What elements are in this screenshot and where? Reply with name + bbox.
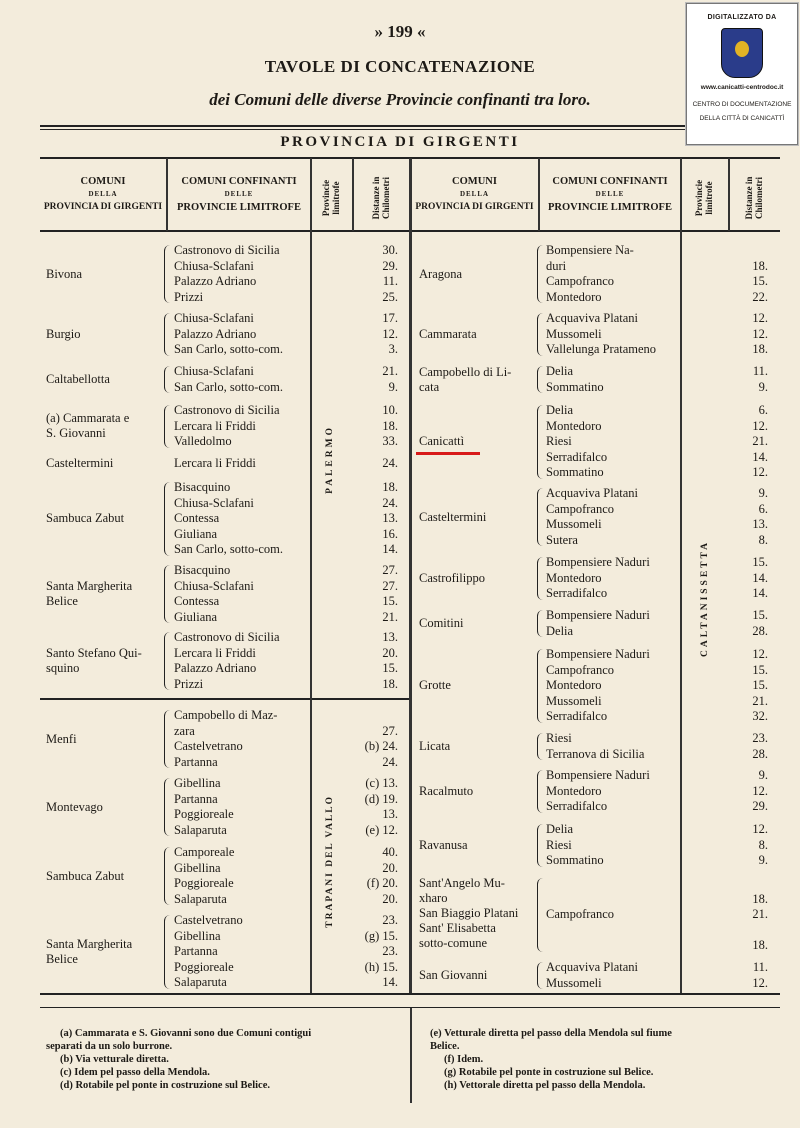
left-comune-name: Montevago xyxy=(46,799,103,814)
title-rule xyxy=(40,125,780,127)
right-neighbor-name: Terranova di Sicilia xyxy=(546,746,645,761)
left-comune-name: Caltabellotta xyxy=(46,372,110,386)
right-neighbor-name: Vallelunga Pratameno xyxy=(546,342,657,356)
right-distance-value: 29. xyxy=(752,799,768,813)
footnote-right-3: (f) Idem. xyxy=(444,1054,484,1065)
right-neighbor-name: Serradifalco xyxy=(546,709,608,723)
left-neighbor-name: Bisacquino xyxy=(174,480,231,494)
footnote-left-4: (c) Idem pel passo della Mendola. xyxy=(60,1067,210,1078)
right-neighbor-name: Bompensiere Naduri xyxy=(546,647,650,661)
right-neighbor-name: Sutera xyxy=(546,532,578,547)
right-neighbor-name: Riesi xyxy=(546,434,572,448)
right-neighbor-name: Serradifalco xyxy=(546,449,608,464)
left-distance-value: (g) 15. xyxy=(364,928,398,943)
right-comune-name: Licata xyxy=(419,739,451,753)
left-distance-value: 17. xyxy=(382,311,398,325)
right-neighbor-name: Bompensiere Naduri xyxy=(546,555,650,569)
right-neighbor-name: Campofranco xyxy=(546,662,615,677)
right-neighbor-name: Delia xyxy=(546,822,574,836)
header-provincie-right: Provincie limitrofe xyxy=(694,179,714,217)
right-distance-value: 8. xyxy=(758,837,768,852)
right-distance-value: 21. xyxy=(752,907,768,921)
left-comune-name: Santa Margherita xyxy=(46,579,133,593)
left-comune-name: Santa Margherita xyxy=(46,936,133,951)
right-neighbor-name: Delia xyxy=(546,364,574,378)
footnote-left-2: separati da un solo burrone. xyxy=(46,1041,173,1052)
right-distance-value: 12. xyxy=(752,326,768,341)
left-neighbor-name: Salaparuta xyxy=(174,975,227,989)
right-distance-value: 32. xyxy=(752,709,768,723)
right-distance-value: 21. xyxy=(752,693,768,708)
left-group-brace xyxy=(164,405,171,448)
right-neighbor-name: Mussomeli xyxy=(546,326,602,341)
right-comune-name: Castrofilippo xyxy=(419,570,485,585)
right-distance-value: 13. xyxy=(752,517,768,531)
col-sep xyxy=(728,158,730,231)
right-comune-name: San Giovanni xyxy=(419,968,488,982)
right-comune-name: cata xyxy=(419,379,440,394)
digitization-stamp xyxy=(686,3,798,145)
right-distance-value: 15. xyxy=(752,662,768,677)
left-comune-name: Sambuca Zabut xyxy=(46,511,125,526)
footnote-left-1: (a) Cammarata e S. Giovanni sono due Comuni contigui xyxy=(60,1028,312,1039)
left-distance-value: 25. xyxy=(382,289,398,304)
left-distance-value: (b) 24. xyxy=(364,739,398,753)
right-neighbor-name: Acquaviva Platani xyxy=(546,960,638,974)
left-group-brace xyxy=(164,915,171,989)
left-group-brace xyxy=(164,245,171,303)
left-comune-name: Menfi xyxy=(46,731,77,746)
left-neighbor-name: Giuliana xyxy=(174,526,218,541)
right-distance-value: 28. xyxy=(752,623,768,638)
left-distance-value: 20. xyxy=(382,860,398,875)
left-distance-value: 21. xyxy=(382,364,398,378)
right-distance-value: 15. xyxy=(752,274,768,288)
left-neighbor-name: San Carlo, sotto-com. xyxy=(174,379,284,394)
province-label-caltanissetta: CALTANISSETTA xyxy=(700,540,710,657)
right-group-brace xyxy=(537,405,544,479)
right-distance-value: 14. xyxy=(752,570,768,585)
left-neighbor-name: Giuliana xyxy=(174,609,218,624)
header-distanze-right: Distanze in Chilometri xyxy=(744,176,764,220)
right-neighbor-name: Sommatino xyxy=(546,853,604,867)
right-distance-value: 23. xyxy=(752,731,768,745)
left-comune-name: Bivona xyxy=(46,266,83,281)
left-neighbor-name: Salaparuta xyxy=(174,822,227,837)
right-neighbor-name: Campofranco xyxy=(546,274,615,288)
right-neighbor-name: Montedoro xyxy=(546,289,602,304)
right-distance-value: 12. xyxy=(752,822,768,836)
left-distance-value: 18. xyxy=(382,418,398,433)
province-heading: PROVINCIA DI GIRGENTI xyxy=(280,134,520,150)
col-sep xyxy=(680,158,682,993)
right-distance-value: 21. xyxy=(752,434,768,448)
left-distance-value: 24. xyxy=(382,456,398,470)
left-distance-value: 33. xyxy=(382,434,398,448)
right-distance-value: 9. xyxy=(758,486,768,500)
right-neighbor-name: Serradifalco xyxy=(546,799,608,813)
left-distance-value: 14. xyxy=(382,542,398,556)
left-comune-name: Belice xyxy=(46,951,78,966)
left-neighbor-name: Lercara li Friddi xyxy=(174,418,256,433)
left-group-brace xyxy=(164,313,171,356)
header-confinanti-right: COMUNI CONFINANTI DELLE PROVINCIE LIMITROFE xyxy=(548,176,672,213)
right-neighbor-name: Montedoro xyxy=(546,678,602,692)
left-group-brace xyxy=(164,482,171,556)
col-sep xyxy=(352,158,354,231)
right-comune-name: Sant'Angelo Mu- xyxy=(419,876,505,890)
left-neighbor-name: Castronovo di Sicilia xyxy=(174,243,280,257)
left-neighbor-name: Prizzi xyxy=(174,289,204,304)
right-neighbor-name: Bompensiere Na- xyxy=(546,243,634,257)
right-distance-value: 15. xyxy=(752,608,768,622)
right-distance-value: 14. xyxy=(752,586,768,600)
left-neighbor-name: Poggioreale xyxy=(174,876,234,890)
left-distance-value: (h) 15. xyxy=(364,959,398,974)
left-neighbor-name: Poggioreale xyxy=(174,959,234,974)
footnote-right-2: Belice. xyxy=(430,1041,460,1052)
header-provincie-left: Provincie limitrofe xyxy=(321,179,341,217)
left-neighbor-name: Salaparuta xyxy=(174,891,227,906)
left-group-brace xyxy=(164,632,171,690)
footnote-right-4: (g) Rotabile pel ponte in costruzione sul Belice. xyxy=(444,1067,654,1078)
right-distance-value: 8. xyxy=(758,532,768,547)
right-comune-name: San Biaggio Platani xyxy=(419,906,519,920)
header-confinanti-left: COMUNI CONFINANTI DELLE PROVINCIE LIMITROFE xyxy=(177,176,301,213)
stamp-line-2: DELLA CITTÀ DI CANICATTÌ xyxy=(699,115,785,122)
left-distance-value: 13. xyxy=(382,511,398,525)
right-neighbor-name: Riesi xyxy=(546,837,572,852)
right-distance-value: 12. xyxy=(752,465,768,479)
left-section-divider xyxy=(40,698,410,700)
left-neighbor-name: Castronovo di Sicilia xyxy=(174,403,280,417)
right-neighbor-name: Montedoro xyxy=(546,418,602,433)
footnote-right-1: (e) Vetturale diretta pel passo della Mendola sul fiume xyxy=(430,1028,672,1039)
left-distance-value: 15. xyxy=(382,594,398,608)
left-distance-value: (f) 20. xyxy=(366,876,398,890)
page-number: » 199 « xyxy=(374,22,426,41)
right-group-brace xyxy=(537,610,544,637)
right-distance-value: 12. xyxy=(752,311,768,325)
right-group-brace xyxy=(537,770,544,813)
right-neighbor-name: Mussomeli xyxy=(546,693,602,708)
left-distance-value: 27. xyxy=(382,578,398,593)
left-distance-value: 18. xyxy=(382,480,398,494)
province-label-trapani: TRAPANI DEL VALLO xyxy=(325,795,335,928)
footnote-left-5: (d) Rotabile pel ponte in costruzione sul Belice. xyxy=(60,1080,270,1091)
left-neighbor-name: Chiusa-Sclafani xyxy=(174,364,254,378)
left-distance-value: 13. xyxy=(382,630,398,644)
right-neighbor-name: Serradifalco xyxy=(546,586,608,600)
left-neighbor-name: Poggioreale xyxy=(174,807,234,821)
right-group-brace xyxy=(537,366,544,393)
right-distance-value: 12. xyxy=(752,975,768,990)
right-distance-value: 9. xyxy=(758,768,768,782)
right-neighbor-name: duri xyxy=(546,258,567,273)
left-neighbor-name: Contessa xyxy=(174,511,220,525)
left-distance-value: (d) 19. xyxy=(364,791,398,806)
right-comune-name: Cammarata xyxy=(419,326,477,341)
left-neighbor-name: Lercara li Friddi xyxy=(174,456,256,470)
footnote-right-5: (h) Vettorale diretta pel passo della Mendola. xyxy=(444,1080,646,1091)
right-distance-value: 12. xyxy=(752,647,768,661)
right-distance-value: 12. xyxy=(752,418,768,433)
left-neighbor-name: Gibellina xyxy=(174,928,221,943)
left-neighbor-name: Gibellina xyxy=(174,860,221,875)
right-group-brace xyxy=(537,488,544,546)
right-distance-value: 6. xyxy=(758,403,768,417)
coat-of-arms-icon xyxy=(721,28,763,78)
left-comune-name: squino xyxy=(46,661,80,675)
left-distance-value: (e) 12. xyxy=(365,822,398,837)
right-group-brace xyxy=(537,733,544,760)
left-distance-value: 20. xyxy=(382,645,398,660)
right-comune-name: sotto-comune xyxy=(419,936,488,950)
col-sep xyxy=(310,158,312,993)
right-distance-value: 14. xyxy=(752,449,768,464)
left-neighbor-name: Partanna xyxy=(174,791,218,806)
left-distance-value: 15. xyxy=(382,661,398,675)
left-neighbor-name: Chiusa-Sclafani xyxy=(174,311,254,325)
left-distance-value: 11. xyxy=(382,274,398,288)
right-neighbor-name: Riesi xyxy=(546,731,572,745)
left-comune-name: (a) Cammarata e xyxy=(46,411,130,426)
stamp-title: DIGITALIZZATO DA xyxy=(707,14,777,21)
right-neighbor-name: Mussomeli xyxy=(546,517,602,531)
left-distance-value: 29. xyxy=(382,258,398,273)
left-comune-name: Sambuca Zabut xyxy=(46,868,125,883)
right-distance-value: 15. xyxy=(752,555,768,569)
left-distance-value: 14. xyxy=(382,975,398,989)
left-distance-value: 16. xyxy=(382,526,398,541)
left-neighbor-name: zara xyxy=(174,723,195,738)
left-neighbor-name: Contessa xyxy=(174,594,220,608)
left-neighbor-name: Bisacquino xyxy=(174,563,231,577)
left-distance-value: 23. xyxy=(382,944,398,958)
right-comune-name: Canicattì xyxy=(419,434,465,449)
title-rule-thin xyxy=(40,129,780,130)
left-neighbor-name: Castelvetrano xyxy=(174,913,243,927)
left-neighbor-name: Valledolmo xyxy=(174,434,232,448)
left-comune-name: Burgio xyxy=(46,326,81,341)
left-comune-name: Casteltermini xyxy=(46,456,114,471)
right-distance-value: 11. xyxy=(752,364,768,378)
left-neighbor-name: Chiusa-Sclafani xyxy=(174,578,254,593)
right-distance-value: 22. xyxy=(752,289,768,304)
right-group-brace xyxy=(537,878,544,952)
right-comune-name: Aragona xyxy=(419,266,463,281)
right-comune-name: Grotte xyxy=(419,678,451,693)
right-group-brace xyxy=(537,313,544,356)
right-distance-value: 18. xyxy=(752,891,768,906)
right-comune-name: Ravanusa xyxy=(419,837,468,852)
header-comuni-right: COMUNI DELLA PROVINCIA DI GIRGENTI xyxy=(415,176,534,212)
left-distance-value: 30. xyxy=(382,243,398,257)
left-neighbor-name: San Carlo, sotto-com. xyxy=(174,342,284,356)
right-neighbor-name: Bompensiere Naduri xyxy=(546,768,650,782)
right-group-brace xyxy=(537,824,544,867)
right-distance-value: 6. xyxy=(758,501,768,516)
table-bottom-rule xyxy=(40,993,780,995)
left-distance-value: 27. xyxy=(382,563,398,577)
right-neighbor-name: Delia xyxy=(546,403,574,417)
right-distance-value: 18. xyxy=(752,938,768,952)
right-comune-name: Campobello di Li- xyxy=(419,364,512,379)
right-distance-value: 15. xyxy=(752,678,768,692)
right-neighbor-name: Acquaviva Platani xyxy=(546,486,638,500)
left-neighbor-name: Palazzo Adriano xyxy=(174,326,257,341)
left-distance-value: 23. xyxy=(382,913,398,927)
left-distance-value: 20. xyxy=(382,891,398,906)
right-group-brace xyxy=(537,557,544,600)
left-comune-name: S. Giovanni xyxy=(46,426,106,441)
right-neighbor-name: Delia xyxy=(546,623,574,638)
left-neighbor-name: Castronovo di Sicilia xyxy=(174,630,280,644)
left-distance-value: 12. xyxy=(382,326,398,341)
right-neighbor-name: Sommatino xyxy=(546,465,604,479)
right-neighbor-name: Mussomeli xyxy=(546,975,602,990)
right-distance-value: 11. xyxy=(752,960,768,974)
footnote-left-3: (b) Via vetturale diretta. xyxy=(60,1054,169,1065)
left-group-brace xyxy=(164,847,171,905)
right-distance-value: 12. xyxy=(752,783,768,798)
right-distance-value: 18. xyxy=(752,258,768,273)
right-group-brace xyxy=(537,649,544,723)
left-neighbor-name: Partanna xyxy=(174,754,218,769)
left-group-brace xyxy=(164,366,171,393)
left-distance-value: 21. xyxy=(382,609,398,624)
left-neighbor-name: Camporeale xyxy=(174,845,235,859)
page-title: TAVOLE DI CONCATENAZIONE xyxy=(264,57,536,76)
right-group-brace xyxy=(537,245,544,303)
col-sep-center xyxy=(409,158,412,993)
right-distance-value: 18. xyxy=(752,342,768,356)
left-neighbor-name: Campobello di Maz- xyxy=(174,708,278,722)
left-distance-value: 13. xyxy=(382,807,398,821)
header-comuni-left: COMUNI DELLA PROVINCIA DI GIRGENTI xyxy=(43,176,163,212)
left-neighbor-name: Prizzi xyxy=(174,676,204,691)
right-comune-name: Sant' Elisabetta xyxy=(419,921,496,935)
right-neighbor-name: Bompensiere Naduri xyxy=(546,608,650,622)
left-distance-value: 40. xyxy=(382,845,398,859)
left-group-brace xyxy=(164,710,171,768)
province-label-palermo: PALERMO xyxy=(325,425,335,494)
right-neighbor-name: Campofranco xyxy=(546,907,615,921)
left-comune-name: Santo Stefano Qui- xyxy=(46,646,142,660)
left-distance-value: 3. xyxy=(388,342,398,356)
right-neighbor-name: Montedoro xyxy=(546,570,602,585)
left-neighbor-name: Castelvetrano xyxy=(174,739,243,753)
header-distanze-left: Distanze in Chilometri xyxy=(371,176,391,220)
canicatti-highlight-underline xyxy=(416,452,480,455)
right-comune-name: Comitini xyxy=(419,616,464,630)
left-neighbor-name: Palazzo Adriano xyxy=(174,274,257,288)
left-distance-value: 24. xyxy=(382,754,398,769)
right-neighbor-name: Acquaviva Platani xyxy=(546,311,638,325)
left-neighbor-name: San Carlo, sotto-com. xyxy=(174,542,284,556)
footnote-sep xyxy=(410,1008,412,1103)
left-distance-value: (c) 13. xyxy=(365,776,398,790)
right-comune-name: Casteltermini xyxy=(419,509,487,524)
left-neighbor-name: Partanna xyxy=(174,944,218,958)
left-distance-value: 10. xyxy=(382,403,398,417)
left-distance-value: 27. xyxy=(382,723,398,738)
left-distance-value: 9. xyxy=(388,379,398,394)
right-neighbor-name: Campofranco xyxy=(546,501,615,516)
right-distance-value: 9. xyxy=(758,853,768,867)
left-group-brace xyxy=(164,565,171,623)
right-distance-value: 9. xyxy=(758,379,768,394)
left-group-brace xyxy=(164,778,171,836)
right-distance-value: 28. xyxy=(752,746,768,761)
right-neighbor-name: Sommatino xyxy=(546,379,604,394)
right-group-brace xyxy=(537,962,544,989)
stamp-url[interactable]: www.canicatti-centrodoc.it xyxy=(700,84,784,91)
right-comune-name: Racalmuto xyxy=(419,783,474,798)
page-subtitle: dei Comuni delle diverse Provincie confinanti tra loro. xyxy=(209,90,591,109)
left-distance-value: 18. xyxy=(382,676,398,691)
left-distance-value: 24. xyxy=(382,495,398,510)
right-neighbor-name: Montedoro xyxy=(546,783,602,798)
left-neighbor-name: Gibellina xyxy=(174,776,221,790)
right-comune-name: xharo xyxy=(419,891,448,905)
left-comune-name: Belice xyxy=(46,594,78,608)
left-neighbor-name: Chiusa-Sclafani xyxy=(174,495,254,510)
left-neighbor-name: Lercara li Friddi xyxy=(174,645,256,660)
left-neighbor-name: Chiusa-Sclafani xyxy=(174,258,254,273)
left-neighbor-name: Palazzo Adriano xyxy=(174,661,257,675)
stamp-line-1: CENTRO DI DOCUMENTAZIONE xyxy=(692,101,792,108)
